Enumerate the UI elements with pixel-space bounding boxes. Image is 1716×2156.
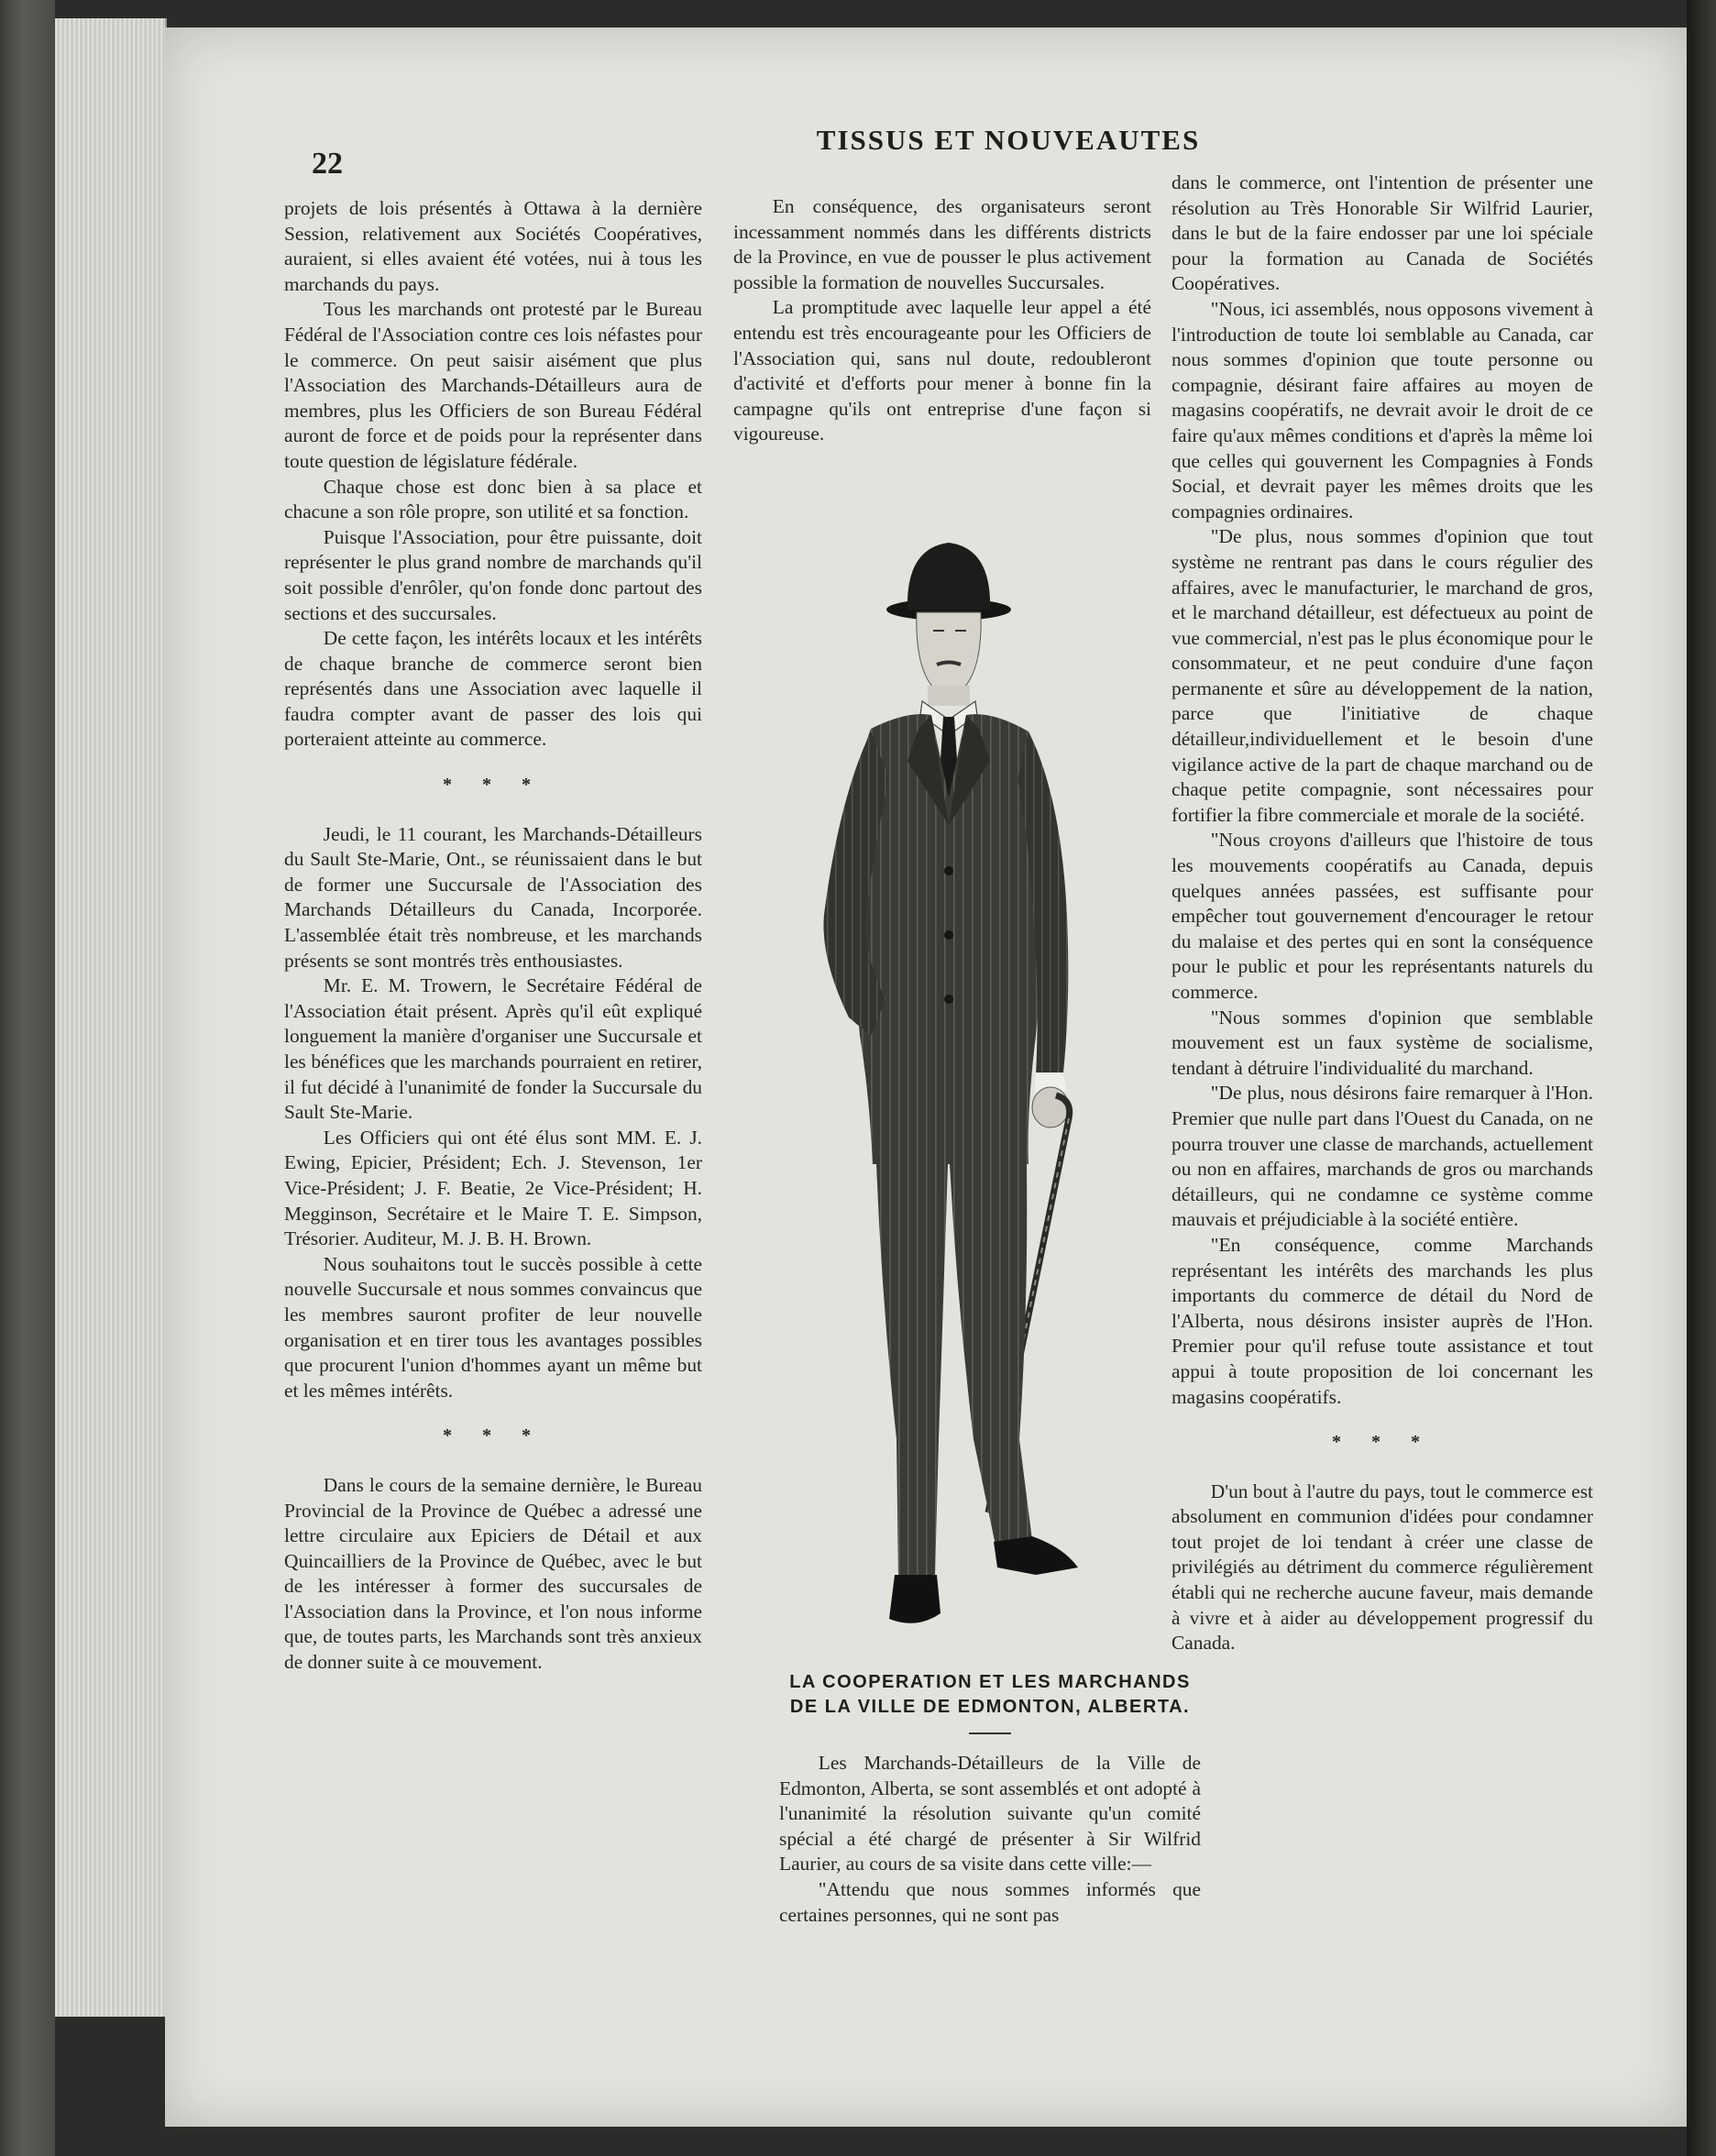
paragraph: D'un bout à l'autre du pays, tout le commerce est absolument en communion d'idées pour condamner tout projet de loi tendant à créer une classe de privilégiés au détriment du commerce régulièrement établi qui ne recherche aucune faveur, mais demande à vivre et à aider au développement progressif du Canada. <box>1172 1480 1593 1655</box>
paragraph: Jeudi, le 11 courant, les Marchands-Détailleurs du Sault Ste-Marie, Ont., se réunissaient dans le but de former une Succursale de l'Association des Marchands Détailleurs du Canada, Incorporée. L'assemblée était très nombreuse, et les marchands présents se sont montrés très enthousiastes. <box>284 822 702 972</box>
paragraph: Puisque l'Association, pour être puissante, doit représenter le plus grand nombre de marchands qu'il soit possible d'enrôler, qu'on fonde donc partout des sections et des succursales. <box>284 525 702 624</box>
paragraph: La promptitude avec laquelle leur appel a été entendu est très encourageante pour les Officiers de l'Association qui, sans nul doute, redoubleront d'activité et d'efforts pour mener à bonne fin la campagne qu'ils ont entreprise d'une façon si vigoureuse. <box>733 296 1151 446</box>
paragraph: Chaque chose est donc bien à sa place et chacune a son rôle propre, son utilité et sa fonction. <box>284 475 702 523</box>
paragraph: dans le commerce, ont l'intention de présenter une résolution au Très Honorable Sir Wilfrid Laurier, dans le but de la faire endosser par une loi spéciale pour la formation au Canada de Sociétés Coopératives. <box>1172 171 1593 295</box>
paragraph: "De plus, nous sommes d'opinion que tout système ne rentrant pas dans le cours régulier des affaires, avec le manufacturier, le marchand de gros, et le marchand détailleur, est défectueux au point de vue commercial, n'est pas le plus économique pour le consommateur, et ne peut conduire d'une façon permanente et sûre au développement de la nation, parce que l'initiative de chaque détailleur,individuellement et le besoin d'une vigilance active de la part de chaque marchand ou de chaque petite compagnie, sont nécessaires pour fortifier la fibre commerciale et morale de la société. <box>1172 525 1593 826</box>
paragraph: Nous souhaitons tout le succès possible à cette nouvelle Succursale et nous sommes convaincus que les membres sauront profiter de leur nouvelle organisation et en tirer tous les avantages possibles que procurent l'union d'hommes ayant un même but et les mêmes intérêts. <box>284 1252 702 1402</box>
book-spine <box>0 0 55 2156</box>
column-3 <box>1172 170 1593 1656</box>
paragraph: projets de lois présentés à Ottawa à la dernière Session, relativement aux Sociétés Coopératives, auraient, si elles avaient été votées, nui à tous les marchands du pays. <box>284 197 702 295</box>
paragraph: En conséquence, des organisateurs seront incessamment nommés dans les différents districts de la Province, en vue de pousser le plus activement possible la formation de nouvelles Succursales. <box>733 195 1151 293</box>
paragraph: Mr. E. M. Trowern, le Secrétaire Fédéral de l'Association était présent. Après qu'il eût expliqué longuement la manière d'organiser une Succursale et les bénéfices que les marchands pourraient en retirer, il fut décidé à l'unanimité de fonder la Succursale du Sault Ste-Marie. <box>284 974 702 1124</box>
paragraph: Les Officiers qui ont été élus sont MM. E. J. Ewing, Epicier, Président; Ech. J. Stevenson, 1er Vice-Président; J. F. Beatie, 2e Vice-Président; H. Megginson, Secrétaire et le Maire T. E. Simpson, Trésorier. Auditeur, M. J. B. H. Brown. <box>284 1126 702 1250</box>
caption-rule <box>969 1732 1011 1734</box>
paragraph: Tous les marchands ont protesté par le Bureau Fédéral de l'Association contre ces lois néfastes pour le commerce. On peut saisir aisément que plus l'Association des Marchands-Détailleurs aura de membres, plus les Officiers de son Bureau Fédéral auront de force et de poids pour la représenter dans toute question de législature fédérale. <box>284 298 702 472</box>
paragraph: "En conséquence, comme Marchands représentant les intérêts des marchands les plus importants du commerce de détail du Nord de l'Alberta, nous désirons insister auprès de l'Hon. Premier pour qu'il refuse toute assistance et tout appui à toute proposition de loi concernant les magasins coopératifs. <box>1172 1233 1593 1408</box>
column-2-top <box>733 194 1151 447</box>
paragraph: "De plus, nous désirons faire remarquer à l'Hon. Premier que nulle part dans l'Ouest du Canada, on ne pourra trouver une classe de marchands, actuellement ou non en affaires, marchands de gros ou marchands détailleurs, qui ne condamne ce système comme mauvais et préjudiciable à la société entière. <box>1172 1082 1593 1231</box>
column-2-bottom <box>779 1670 1201 1928</box>
facing-page-edge <box>1687 0 1716 2156</box>
paragraph: "Nous sommes d'opinion que semblable mouvement est un faux système de socialisme, tendant à détruire l'individualité du marchand. <box>1172 1006 1593 1079</box>
running-title: TISSUS ET NOUVEAUTES <box>816 124 1201 156</box>
man-in-suit-illustration <box>761 522 1164 1641</box>
paragraph: Les Marchands-Détailleurs de la Ville de Edmonton, Alberta, se sont assemblés et ont adopté à l'unanimité la résolution suivante qu'un comité spécial a été chargé de présenter à Sir Wilfrid Laurier, au cours de sa visite dans cette ville:— <box>779 1752 1201 1876</box>
paragraph: "Attendu que nous sommes informés que certaines personnes, qui ne sont pas <box>779 1877 1201 1926</box>
paragraph: De cette façon, les intérêts locaux et les intérêts de chaque branche de commerce seront bien représentés dans une Association avec laquelle il faudra compter avant de passer des lois qui porteraient atteinte au commerce. <box>284 627 702 751</box>
paragraph: "Nous croyons d'ailleurs que l'histoire de tous les mouvements coopératifs au Canada, depuis quelques années passées, est suffisante pour empêcher tout gouvernement d'encourager le retour du malaise et des pertes qui en sont la conséquence pour le public et pour les représentants naturels du commerce. <box>1172 829 1593 1003</box>
column-1 <box>284 196 702 1676</box>
paragraph: Dans le cours de la semaine dernière, le Bureau Provincial de la Province de Québec a adressé une lettre circulaire aux Epiciers de Détail et aux Quincailliers de la Province de Québec, avec le but de les intéresser à former des succursales de l'Association dans la Province, et l'on nous informe que, de toutes parts, les Marchands sont très anxieux de donner suite à ce mouvement. <box>284 1473 702 1674</box>
page-stack-edges <box>55 18 167 2017</box>
section-separator: * * * <box>443 775 544 796</box>
section-separator: * * * <box>443 1425 544 1446</box>
paragraph: "Nous, ici assemblés, nous opposons vivement à l'introduction de toute loi semblable au Canada, car nous sommes d'opinion que toute personne ou compagnie, désirant faire affaires au moyen de magasins coopératifs, ne devrait avoir le droit de ce faire qu'aux mêmes conditions et d'après la même loi que celles qui gouvernent les Compagnies à Fonds Social, et devrait payer les mêmes droits que les compagnies ordinaires. <box>1172 297 1593 522</box>
page-number: 22 <box>312 147 343 181</box>
illustration-caption: LA COOPERATION ET LES MARCHANDS DE LA VILLE DE EDMONTON, ALBERTA. <box>789 1672 1191 1717</box>
section-separator: * * * <box>1332 1432 1433 1453</box>
